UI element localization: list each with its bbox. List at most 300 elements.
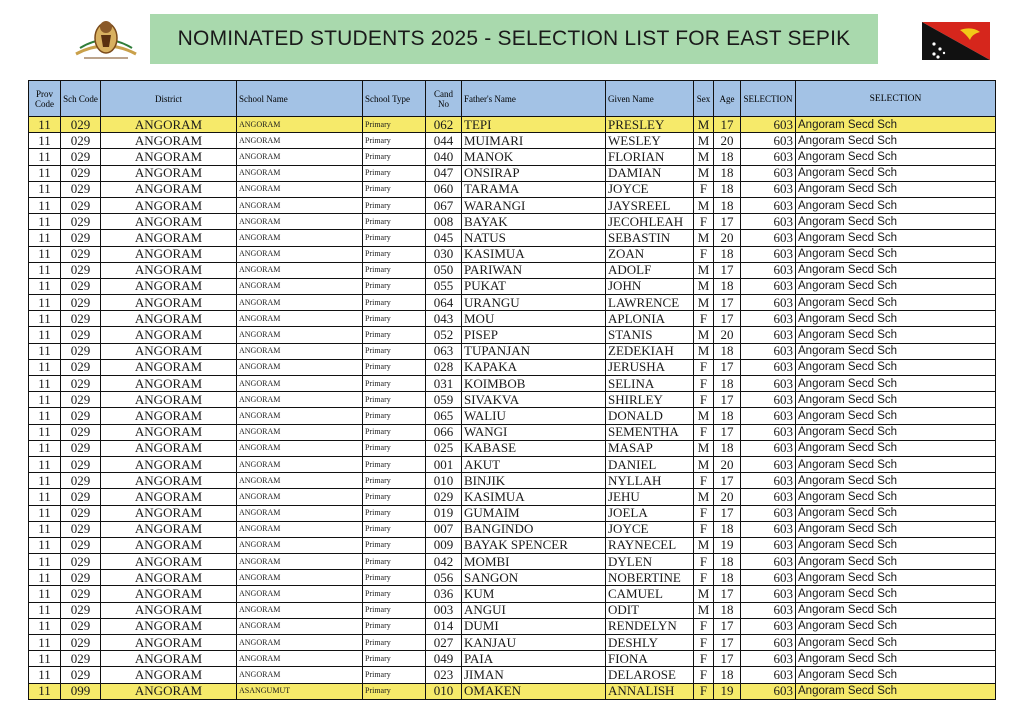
sch-code-cell: 029 — [61, 505, 101, 521]
cand-no-cell: 031 — [426, 376, 462, 392]
prov-code-cell: 11 — [29, 295, 61, 311]
school-name-cell: ANGORAM — [237, 295, 363, 311]
selection-code-cell: 603 — [741, 521, 796, 537]
district-cell: ANGORAM — [101, 149, 237, 165]
papua-new-guinea-flag-icon — [922, 22, 990, 60]
given-name-cell: DANIEL — [606, 456, 694, 472]
selection-school-cell: Angoram Secd Sch — [796, 392, 996, 408]
selection-school-cell: Angoram Secd Sch — [796, 651, 996, 667]
fathers-name-cell: BAYAK — [462, 214, 606, 230]
sex-cell: M — [694, 197, 714, 213]
age-cell: 17 — [714, 295, 741, 311]
school-name-cell: ANGORAM — [237, 311, 363, 327]
selection-code-cell: 603 — [741, 537, 796, 553]
selection-school-cell: Angoram Secd Sch — [796, 359, 996, 375]
table-header-row — [29, 81, 996, 117]
age-cell: 18 — [714, 165, 741, 181]
age-cell: 18 — [714, 602, 741, 618]
school-name-cell: ANGORAM — [237, 570, 363, 586]
table-row — [29, 311, 996, 327]
selection-code-cell: 603 — [741, 165, 796, 181]
fathers-name-cell: ONSIRAP — [462, 165, 606, 181]
school-type-cell: Primary — [363, 246, 426, 262]
district-cell: ANGORAM — [101, 262, 237, 278]
prov-code-cell: 11 — [29, 667, 61, 683]
cand-no-cell: 062 — [426, 117, 462, 133]
sch-code-cell: 029 — [61, 197, 101, 213]
prov-code-cell: 11 — [29, 456, 61, 472]
header-sex: Sex — [694, 81, 714, 117]
table-row — [29, 278, 996, 294]
table-row — [29, 327, 996, 343]
sex-cell: F — [694, 392, 714, 408]
given-name-cell: SELINA — [606, 376, 694, 392]
sch-code-cell: 029 — [61, 651, 101, 667]
cand-no-cell: 003 — [426, 602, 462, 618]
given-name-cell: APLONIA — [606, 311, 694, 327]
prov-code-cell: 11 — [29, 133, 61, 149]
selection-school-cell: Angoram Secd Sch — [796, 618, 996, 634]
sch-code-cell: 029 — [61, 456, 101, 472]
fathers-name-cell: AKUT — [462, 456, 606, 472]
fathers-name-cell: URANGU — [462, 295, 606, 311]
fathers-name-cell: SIVAKVA — [462, 392, 606, 408]
fathers-name-cell: PAIA — [462, 651, 606, 667]
age-cell: 18 — [714, 440, 741, 456]
selection-code-cell: 603 — [741, 311, 796, 327]
fathers-name-cell: WARANGI — [462, 197, 606, 213]
selection-school-cell: Angoram Secd Sch — [796, 295, 996, 311]
table-row — [29, 473, 996, 489]
prov-code-cell: 11 — [29, 181, 61, 197]
prov-code-cell: 11 — [29, 214, 61, 230]
selection-school-cell: Angoram Secd Sch — [796, 456, 996, 472]
table-row — [29, 133, 996, 149]
selection-school-cell: Angoram Secd Sch — [796, 197, 996, 213]
table-row — [29, 165, 996, 181]
cand-no-cell: 010 — [426, 683, 462, 699]
header-sch-code: Sch Code — [61, 81, 101, 117]
sch-code-cell: 029 — [61, 392, 101, 408]
table-row — [29, 214, 996, 230]
given-name-cell: JERUSHA — [606, 359, 694, 375]
selection-code-cell: 603 — [741, 359, 796, 375]
school-name-cell: ANGORAM — [237, 165, 363, 181]
fathers-name-cell: KUM — [462, 586, 606, 602]
given-name-cell: DELAROSE — [606, 667, 694, 683]
table-row — [29, 343, 996, 359]
school-type-cell: Primary — [363, 683, 426, 699]
selection-code-cell: 603 — [741, 295, 796, 311]
cand-no-cell: 047 — [426, 165, 462, 181]
sch-code-cell: 029 — [61, 149, 101, 165]
school-type-cell: Primary — [363, 586, 426, 602]
school-type-cell: Primary — [363, 602, 426, 618]
cand-no-cell: 009 — [426, 537, 462, 553]
fathers-name-cell: ANGUI — [462, 602, 606, 618]
district-cell: ANGORAM — [101, 456, 237, 472]
sex-cell: M — [694, 602, 714, 618]
prov-code-cell: 11 — [29, 311, 61, 327]
fathers-name-cell: BANGINDO — [462, 521, 606, 537]
district-cell: ANGORAM — [101, 408, 237, 424]
selection-school-cell: Angoram Secd Sch — [796, 311, 996, 327]
school-name-cell: ANGORAM — [237, 537, 363, 553]
sex-cell: M — [694, 230, 714, 246]
prov-code-cell: 11 — [29, 376, 61, 392]
school-type-cell: Primary — [363, 521, 426, 537]
selection-school-cell: Angoram Secd Sch — [796, 246, 996, 262]
selection-school-cell: Angoram Secd Sch — [796, 440, 996, 456]
selection-school-cell: Angoram Secd Sch — [796, 473, 996, 489]
sch-code-cell: 029 — [61, 521, 101, 537]
fathers-name-cell: KOIMBOB — [462, 376, 606, 392]
school-name-cell: ANGORAM — [237, 214, 363, 230]
sch-code-cell: 029 — [61, 295, 101, 311]
age-cell: 20 — [714, 456, 741, 472]
age-cell: 17 — [714, 635, 741, 651]
prov-code-cell: 11 — [29, 521, 61, 537]
selection-school-cell: Angoram Secd Sch — [796, 537, 996, 553]
table-row — [29, 181, 996, 197]
district-cell: ANGORAM — [101, 586, 237, 602]
age-cell: 18 — [714, 521, 741, 537]
selection-school-cell: Angoram Secd Sch — [796, 262, 996, 278]
school-type-cell: Primary — [363, 667, 426, 683]
selection-code-cell: 603 — [741, 602, 796, 618]
given-name-cell: JOYCE — [606, 181, 694, 197]
district-cell: ANGORAM — [101, 165, 237, 181]
district-cell: ANGORAM — [101, 602, 237, 618]
table-row — [29, 408, 996, 424]
sex-cell: M — [694, 456, 714, 472]
age-cell: 17 — [714, 311, 741, 327]
selection-school-cell: Angoram Secd Sch — [796, 424, 996, 440]
school-type-cell: Primary — [363, 295, 426, 311]
school-type-cell: Primary — [363, 181, 426, 197]
sex-cell: F — [694, 359, 714, 375]
age-cell: 18 — [714, 181, 741, 197]
prov-code-cell: 11 — [29, 424, 61, 440]
cand-no-cell: 025 — [426, 440, 462, 456]
school-type-cell: Primary — [363, 505, 426, 521]
prov-code-cell: 11 — [29, 149, 61, 165]
district-cell: ANGORAM — [101, 667, 237, 683]
district-cell: ANGORAM — [101, 181, 237, 197]
school-name-cell: ANGORAM — [237, 230, 363, 246]
school-name-cell: ANGORAM — [237, 262, 363, 278]
cand-no-cell: 056 — [426, 570, 462, 586]
school-type-cell: Primary — [363, 376, 426, 392]
school-name-cell: ANGORAM — [237, 635, 363, 651]
header-cand-no: Cand No — [426, 81, 462, 117]
selection-school-cell: Angoram Secd Sch — [796, 165, 996, 181]
school-type-cell: Primary — [363, 489, 426, 505]
cand-no-cell: 036 — [426, 586, 462, 602]
given-name-cell: STANIS — [606, 327, 694, 343]
given-name-cell: MASAP — [606, 440, 694, 456]
sch-code-cell: 029 — [61, 570, 101, 586]
selection-code-cell: 603 — [741, 456, 796, 472]
district-cell: ANGORAM — [101, 683, 237, 699]
school-type-cell: Primary — [363, 165, 426, 181]
school-type-cell: Primary — [363, 424, 426, 440]
school-name-cell: ANGORAM — [237, 376, 363, 392]
age-cell: 19 — [714, 683, 741, 699]
district-cell: ANGORAM — [101, 424, 237, 440]
given-name-cell: DYLEN — [606, 554, 694, 570]
given-name-cell: SEMENTHA — [606, 424, 694, 440]
school-type-cell: Primary — [363, 359, 426, 375]
sex-cell: F — [694, 667, 714, 683]
sex-cell: M — [694, 278, 714, 294]
header-selection: SELECTION — [796, 81, 996, 117]
selection-code-cell: 603 — [741, 473, 796, 489]
district-cell: ANGORAM — [101, 359, 237, 375]
header-prov-code: Prov Code — [29, 81, 61, 117]
selection-school-cell: Angoram Secd Sch — [796, 635, 996, 651]
selection-code-cell: 603 — [741, 327, 796, 343]
district-cell: ANGORAM — [101, 230, 237, 246]
sch-code-cell: 029 — [61, 618, 101, 634]
table-row — [29, 456, 996, 472]
fathers-name-cell: PISEP — [462, 327, 606, 343]
school-name-cell: ANGORAM — [237, 521, 363, 537]
table-row — [29, 602, 996, 618]
given-name-cell: DAMIAN — [606, 165, 694, 181]
school-name-cell: ANGORAM — [237, 133, 363, 149]
selection-school-cell: Angoram Secd Sch — [796, 343, 996, 359]
table-row — [29, 586, 996, 602]
school-name-cell: ANGORAM — [237, 651, 363, 667]
cand-no-cell: 052 — [426, 327, 462, 343]
age-cell: 17 — [714, 214, 741, 230]
school-type-cell: Primary — [363, 214, 426, 230]
fathers-name-cell: OMAKEN — [462, 683, 606, 699]
cand-no-cell: 027 — [426, 635, 462, 651]
age-cell: 18 — [714, 278, 741, 294]
given-name-cell: ZEDEKIAH — [606, 343, 694, 359]
prov-code-cell: 11 — [29, 327, 61, 343]
cand-no-cell: 008 — [426, 214, 462, 230]
fathers-name-cell: SANGON — [462, 570, 606, 586]
given-name-cell: SHIRLEY — [606, 392, 694, 408]
sch-code-cell: 099 — [61, 683, 101, 699]
sex-cell: M — [694, 586, 714, 602]
district-cell: ANGORAM — [101, 278, 237, 294]
selection-code-cell: 603 — [741, 570, 796, 586]
school-name-cell: ANGORAM — [237, 667, 363, 683]
given-name-cell: ADOLF — [606, 262, 694, 278]
given-name-cell: FIONA — [606, 651, 694, 667]
prov-code-cell: 11 — [29, 618, 61, 634]
cand-no-cell: 007 — [426, 521, 462, 537]
district-cell: ANGORAM — [101, 554, 237, 570]
given-name-cell: JEHU — [606, 489, 694, 505]
sex-cell: M — [694, 343, 714, 359]
selection-code-cell: 603 — [741, 149, 796, 165]
selection-code-cell: 603 — [741, 343, 796, 359]
sex-cell: M — [694, 537, 714, 553]
district-cell: ANGORAM — [101, 440, 237, 456]
school-name-cell: ANGORAM — [237, 343, 363, 359]
prov-code-cell: 11 — [29, 651, 61, 667]
school-name-cell: ANGORAM — [237, 489, 363, 505]
cand-no-cell: 064 — [426, 295, 462, 311]
title-banner — [150, 14, 878, 64]
sex-cell: M — [694, 117, 714, 133]
cand-no-cell: 042 — [426, 554, 462, 570]
fathers-name-cell: WANGI — [462, 424, 606, 440]
selection-school-cell: Angoram Secd Sch — [796, 376, 996, 392]
age-cell: 17 — [714, 262, 741, 278]
sch-code-cell: 029 — [61, 278, 101, 294]
sex-cell: F — [694, 651, 714, 667]
school-name-cell: ANGORAM — [237, 246, 363, 262]
district-cell: ANGORAM — [101, 133, 237, 149]
school-type-cell: Primary — [363, 149, 426, 165]
sch-code-cell: 029 — [61, 117, 101, 133]
school-name-cell: ANGORAM — [237, 473, 363, 489]
age-cell: 19 — [714, 537, 741, 553]
school-type-cell: Primary — [363, 197, 426, 213]
table-row — [29, 149, 996, 165]
prov-code-cell: 11 — [29, 408, 61, 424]
school-name-cell: ANGORAM — [237, 424, 363, 440]
header-selection-code: SELECTION — [741, 81, 796, 117]
fathers-name-cell: MOMBI — [462, 554, 606, 570]
district-cell: ANGORAM — [101, 651, 237, 667]
selection-school-cell: Angoram Secd Sch — [796, 586, 996, 602]
selection-code-cell: 603 — [741, 440, 796, 456]
district-cell: ANGORAM — [101, 489, 237, 505]
sch-code-cell: 029 — [61, 586, 101, 602]
district-cell: ANGORAM — [101, 295, 237, 311]
sch-code-cell: 029 — [61, 667, 101, 683]
district-cell: ANGORAM — [101, 327, 237, 343]
table-row — [29, 537, 996, 553]
given-name-cell: NOBERTINE — [606, 570, 694, 586]
table-row — [29, 262, 996, 278]
district-cell: ANGORAM — [101, 117, 237, 133]
school-name-cell: ANGORAM — [237, 359, 363, 375]
fathers-name-cell: TUPANJAN — [462, 343, 606, 359]
district-cell: ANGORAM — [101, 376, 237, 392]
school-type-cell: Primary — [363, 327, 426, 343]
school-name-cell: ASANGUMUT — [237, 683, 363, 699]
table-row — [29, 117, 996, 133]
selection-code-cell: 603 — [741, 262, 796, 278]
given-name-cell: DESHLY — [606, 635, 694, 651]
sch-code-cell: 029 — [61, 473, 101, 489]
selection-code-cell: 603 — [741, 667, 796, 683]
school-name-cell: ANGORAM — [237, 554, 363, 570]
prov-code-cell: 11 — [29, 392, 61, 408]
school-name-cell: ANGORAM — [237, 586, 363, 602]
district-cell: ANGORAM — [101, 311, 237, 327]
prov-code-cell: 11 — [29, 537, 61, 553]
age-cell: 17 — [714, 117, 741, 133]
sch-code-cell: 029 — [61, 343, 101, 359]
prov-code-cell: 11 — [29, 570, 61, 586]
school-type-cell: Primary — [363, 117, 426, 133]
selection-school-cell: Angoram Secd Sch — [796, 683, 996, 699]
fathers-name-cell: KABASE — [462, 440, 606, 456]
sch-code-cell: 029 — [61, 602, 101, 618]
school-name-cell: ANGORAM — [237, 456, 363, 472]
school-type-cell: Primary — [363, 408, 426, 424]
table-row — [29, 570, 996, 586]
selection-school-cell: Angoram Secd Sch — [796, 278, 996, 294]
given-name-cell: RAYNECEL — [606, 537, 694, 553]
age-cell: 17 — [714, 651, 741, 667]
prov-code-cell: 11 — [29, 635, 61, 651]
given-name-cell: DONALD — [606, 408, 694, 424]
table-row — [29, 230, 996, 246]
prov-code-cell: 11 — [29, 197, 61, 213]
selection-school-cell: Angoram Secd Sch — [796, 505, 996, 521]
school-name-cell: ANGORAM — [237, 149, 363, 165]
page-title: NOMINATED STUDENTS 2025 - SELECTION LIST FOR EAST SEPIK — [177, 27, 851, 50]
age-cell: 17 — [714, 392, 741, 408]
age-cell: 18 — [714, 570, 741, 586]
prov-code-cell: 11 — [29, 683, 61, 699]
district-cell: ANGORAM — [101, 392, 237, 408]
prov-code-cell: 11 — [29, 602, 61, 618]
table-row — [29, 295, 996, 311]
given-name-cell: PRESLEY — [606, 117, 694, 133]
sex-cell: F — [694, 521, 714, 537]
given-name-cell: NYLLAH — [606, 473, 694, 489]
table-row — [29, 505, 996, 521]
sch-code-cell: 029 — [61, 133, 101, 149]
sch-code-cell: 029 — [61, 537, 101, 553]
school-type-cell: Primary — [363, 440, 426, 456]
fathers-name-cell: KASIMUA — [462, 246, 606, 262]
prov-code-cell: 11 — [29, 505, 61, 521]
prov-code-cell: 11 — [29, 489, 61, 505]
school-name-cell: ANGORAM — [237, 278, 363, 294]
fathers-name-cell: MOU — [462, 311, 606, 327]
selection-code-cell: 603 — [741, 197, 796, 213]
selection-code-cell: 603 — [741, 117, 796, 133]
sch-code-cell: 029 — [61, 311, 101, 327]
age-cell: 18 — [714, 149, 741, 165]
selection-code-cell: 603 — [741, 651, 796, 667]
given-name-cell: ANNALISH — [606, 683, 694, 699]
selection-code-cell: 603 — [741, 505, 796, 521]
school-type-cell: Primary — [363, 537, 426, 553]
selection-school-cell: Angoram Secd Sch — [796, 602, 996, 618]
sex-cell: F — [694, 246, 714, 262]
district-cell: ANGORAM — [101, 343, 237, 359]
school-name-cell: ANGORAM — [237, 602, 363, 618]
table-row — [29, 554, 996, 570]
fathers-name-cell: WALIU — [462, 408, 606, 424]
district-cell: ANGORAM — [101, 635, 237, 651]
school-type-cell: Primary — [363, 456, 426, 472]
table-row — [29, 521, 996, 537]
sch-code-cell: 029 — [61, 246, 101, 262]
school-type-cell: Primary — [363, 343, 426, 359]
prov-code-cell: 11 — [29, 586, 61, 602]
fathers-name-cell: PARIWAN — [462, 262, 606, 278]
sch-code-cell: 029 — [61, 230, 101, 246]
prov-code-cell: 11 — [29, 165, 61, 181]
table-row — [29, 376, 996, 392]
table-row — [29, 359, 996, 375]
table-row — [29, 197, 996, 213]
